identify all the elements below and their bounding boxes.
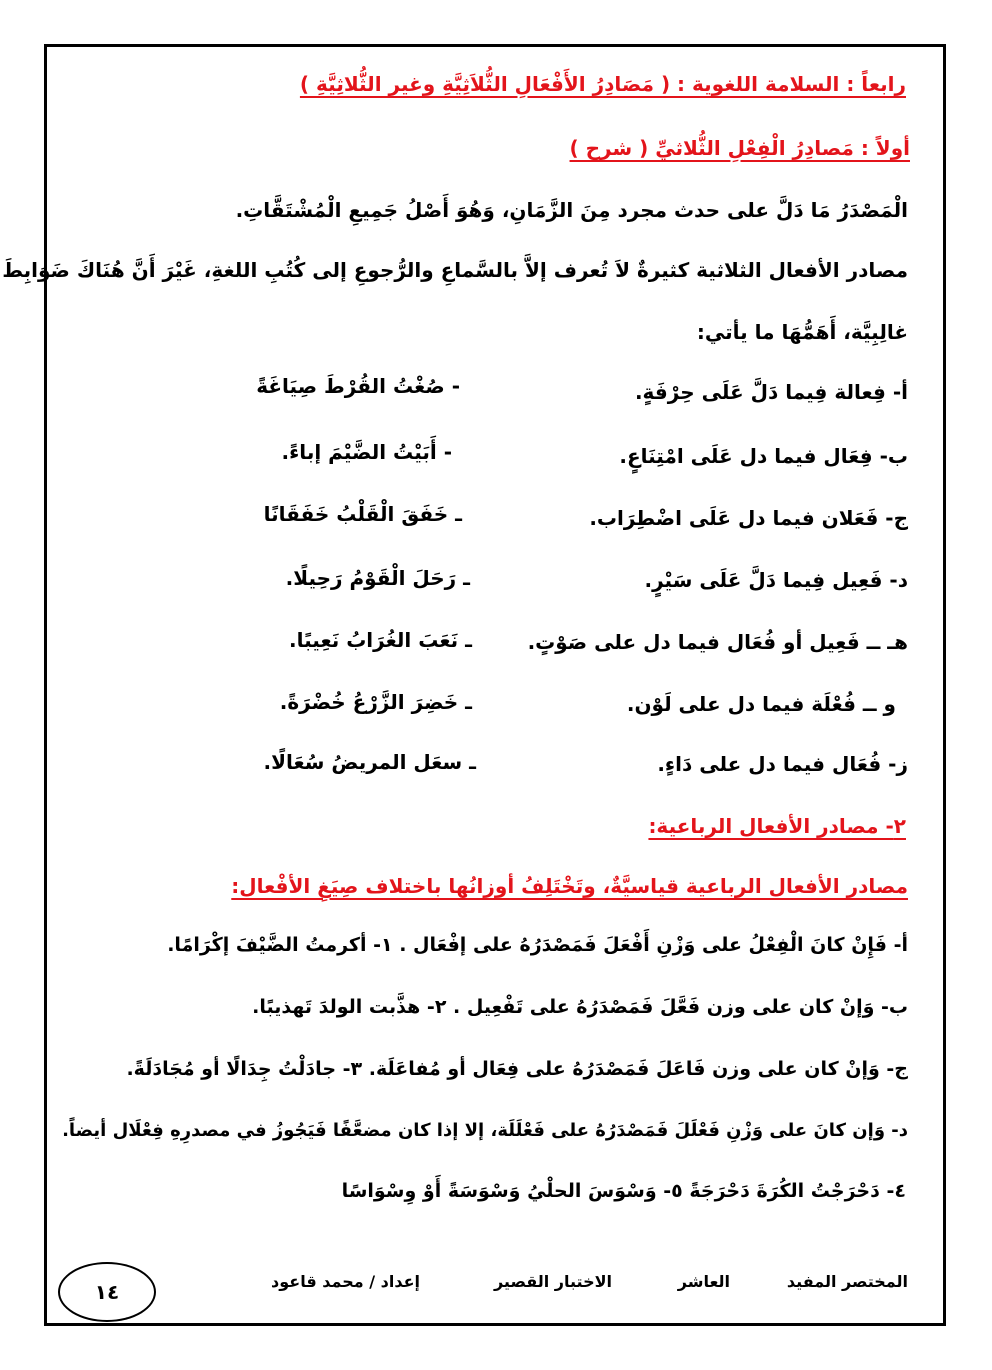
rule-example: - صُغْتُ القُرْطَ صِيَاغَةً	[256, 374, 460, 398]
rule-example: ـ خَضِرَ الزَّرْعُ خُضْرَةً.	[279, 690, 472, 714]
rule-item: أ- فِعالة فِيما دَلَّ عَلَى حِرْفَةٍ.	[634, 380, 908, 404]
intro-line-1: الْمَصْدَرُ مَا دَلَّ على حدث مجرد مِنَ الزَّمَانِ، وَهُوَ أَصْلُ جَمِيعِ الْمُشْتَقَّاتِ.	[235, 198, 908, 222]
footer-book-title: المختصر المفيد	[786, 1272, 908, 1291]
quadriliteral-rule: أ- فَإِنْ كانَ الْفِعْلُ على وَزْنِ أَفْعَلَ فَمَصْدَرُهُ على إفْعَال . ١- أكرمتُ الضَّيْفَ إكْرَامًا.	[167, 934, 908, 956]
page-number: ١٤	[58, 1262, 156, 1322]
subsection-heading: أولاً : مَصادِرُ الْفِعْلِ الثُّلاثيِّ ( شرح )	[569, 136, 910, 160]
quadriliteral-rule: ب- وَإنْ كان على وزن فَعَّلَ فَمَصْدَرُهُ على تَفْعِيل . ٢- هذَّبت الولدَ تَهذيبًا.	[252, 996, 908, 1018]
intro-line-3: غالِبِيَّة، أَهَمُّهَا ما يأتي:	[696, 320, 908, 344]
section-heading: رابعاً : السلامة اللغوية : ( مَصَادِرُ الأَفْعَالِ الثُّلاَثِيَّةِ وغير الثُّلاثِيَّةِ )	[299, 72, 906, 96]
rule-example: ـ سعَل المريضُ سُعَالًا.	[263, 750, 476, 774]
footer-author: إعداد / محمد قاعود	[271, 1272, 420, 1291]
rule-example: ـ خَفَقَ الْقَلْبُ خَفَقَانًا	[263, 502, 462, 526]
footer-grade: العاشر	[677, 1272, 730, 1291]
rule-item: ج- فَعَلان فيما دل عَلَى اضْطِرَاب.	[589, 506, 908, 530]
rule-item: و ــ فُعْلَة فيما دل على لَوْن.	[626, 692, 896, 716]
footer-test: الاختبار القصير	[493, 1272, 612, 1291]
rule-item: هـ ــ فَعِيل أو فُعَال فيما دل على صَوْتٍ.	[527, 630, 908, 654]
quadriliteral-rule: ج- وَإنْ كان على وزن فَاعَلَ فَمَصْدَرُهُ على فِعَال أو مُفاعَلَة. ٣- جادَلْتُ جِدَالًا أو مُجَادَلَةً.	[126, 1058, 908, 1080]
rule-item: د- فَعِيل فِيما دَلَّ عَلَى سَيْرٍ.	[644, 568, 908, 592]
rule-example: ـ رَحَلَ الْقَوْمُ رَحِيلًا.	[285, 566, 470, 590]
section-2-subtitle: مصادر الأفعال الرباعية قياسيَّةٌ، وتَخْتَلِفُ أوزانُها باختلاف صِيَغِ الأفْعال:	[231, 874, 908, 898]
rule-example: - أَبَيْتُ الضَّيْمَ إباءً.	[281, 440, 452, 464]
quadriliteral-rule: د- وَإن كانَ على وَزْنِ فَعْلَلَ فَمَصْدَرُهُ على فَعْلَلَة، إلا إذا كان مضعَّفًا فَيَجُوزُ في مصدرِهِ فِعْلَال أيضاً.	[62, 1120, 908, 1141]
rule-item: ب- فِعَال فيما دل عَلَى امْتِنَاعٍ.	[619, 444, 908, 468]
section-2-title: ٢- مصادر الأفعال الرباعية:	[648, 814, 906, 838]
intro-line-2: مصادر الأفعال الثلاثية كثيرةٌ لاَ تُعرف إلاَّ بالسَّماعِ والرُّجوعِ إلى كُتُبِ اللغةِ، غَيْرَ أَنَّ هُنَاكَ ضَوَابِطَ	[2, 258, 908, 282]
rule-example: ـ نَعَبَ الغُرَابُ نَعِيبًا.	[289, 628, 472, 652]
quadriliteral-examples: ٤- دَحْرَجْتُ الكُرَةَ دَحْرَجَةً ٥- وَسْوَسَ الحلْيُ وَسْوَسَةً أَوْ وِسْوَاسًا	[341, 1180, 906, 1202]
rule-item: ز- فُعَال فيما دل على دَاءٍ.	[657, 752, 908, 776]
